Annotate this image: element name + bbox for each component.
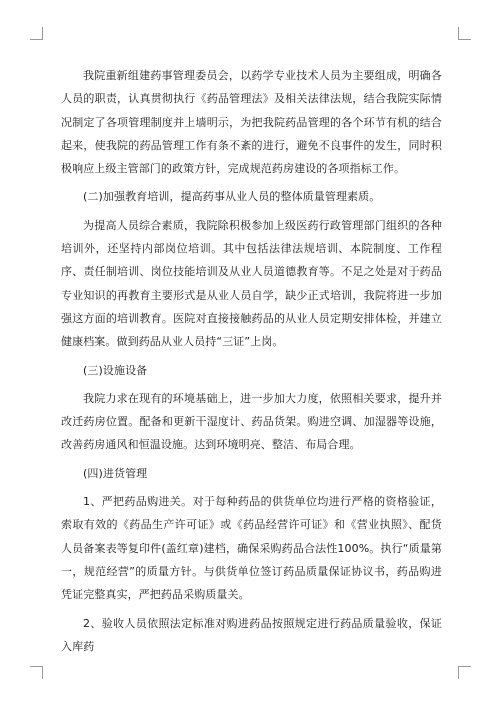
paragraph-facilities: 我院力求在现有的环境基础上，进一步加大力度，依照相关要求，提升并改迁药房位置。配备和更新干湿度计、药品货架。购进空调、加湿器等设施，改善药房通风和恒温设施。达到环境明亮、整洁、布局合理。: [61, 391, 442, 452]
paragraph-committee: 我院重新组建药事管理委员会，以药学专业技术人员为主要组成，明确各人员的职责，认真贯彻执行《药品管理法》及相关法律法规，结合我院实际情况制定了各项管理制度并上墙明示，为把我院药品管理的各个环节有机的结合起来，使我院的药品管理工作有条不紊的进行，避免不良事件的发生，同时积极响应上级主管部门的政策方针，完成规范药房建设的各项指标工作。: [61, 69, 442, 176]
section-heading-training: (二)加强教育培训，提高药事从业人员的整体质量管理素质。: [83, 190, 381, 204]
crop-mark-bottom-left: [30, 666, 43, 679]
document-body: [61, 64, 442, 658]
crop-mark-top-right: [458, 27, 471, 40]
section-heading-facilities: (三)设施设备: [83, 363, 148, 377]
section-heading-purchasing: (四)进货管理: [83, 466, 148, 480]
paragraph-purchasing-2: 2、验收人员依照法定标准对购进药品按照规定进行药品质量验收，保证入库药: [61, 616, 442, 653]
paragraph-training: 为提高人员综合素质，我院除积极参加上级医药行政管理部门组织的各种培训外，还坚持内部岗位培训。其中包括法律法规培训、本院制度、工作程序、责任制培训、岗位技能培训及从业人员道德教育等。不足之处是对于药品专业知识的再教育主要形式是从业人员自学，缺少正式培训，我院将进一步加强这方面的培训教育。医院对直接接触药品的从业人员定期安排体检，并建立健康档案。做到药品从业人员持“三证”上岗。: [61, 218, 442, 349]
crop-mark-top-left: [30, 27, 43, 40]
paragraph-purchasing-1: 1、严把药品购进关。对于每种药品的供货单位均进行严格的资格验证，索取有效的《药品生产许可证》或《药品经营许可证》和《营业执照》、配货人员备案表等复印件(盖红章)建档，确保采购药品合法性100%。执行“质量第一，规范经营”的质量方针。与供货单位签订药品质量保证协议书，药品购进凭证完整真实，严把药品采购质量关。: [61, 495, 442, 602]
crop-mark-bottom-right: [458, 666, 471, 679]
